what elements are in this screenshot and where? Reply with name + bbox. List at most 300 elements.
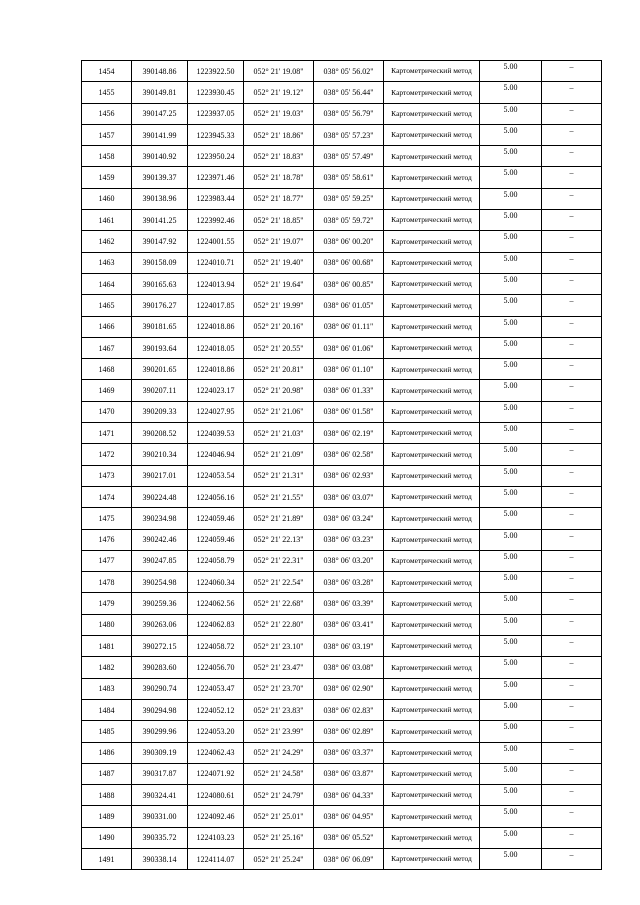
y-coordinate-cell: 1224080.61 [188,785,244,806]
x-coordinate-cell: 390147.92 [132,231,188,252]
method-cell: Картометрический метод [384,678,480,699]
table-row [82,82,602,103]
note-cell: – [542,273,602,294]
note-cell: – [542,231,602,252]
method-cell: Картометрический метод [384,210,480,231]
x-coordinate-cell: 390141.99 [132,124,188,145]
note-cell: – [542,721,602,742]
latitude-cell: 052° 21' 19.03" [244,103,314,124]
method-cell: Картометрический метод [384,785,480,806]
latitude-cell: 052° 21' 24.29" [244,742,314,763]
note-cell: – [542,785,602,806]
table-row [82,316,602,337]
longitude-cell: 038° 05' 57.49" [314,146,384,167]
point-number-cell: 1480 [82,614,132,635]
accuracy-cell: 5.00 [480,572,542,593]
point-number-cell: 1467 [82,337,132,358]
table-row [82,508,602,529]
note-cell: – [542,742,602,763]
y-coordinate-cell: 1224058.79 [188,550,244,571]
method-cell: Картометрический метод [384,699,480,720]
note-cell: – [542,636,602,657]
table-row [82,401,602,422]
method-cell: Картометрический метод [384,231,480,252]
latitude-cell: 052° 21' 23.83" [244,699,314,720]
y-coordinate-cell: 1224114.07 [188,848,244,869]
note-cell: – [542,550,602,571]
y-coordinate-cell: 1224103.23 [188,827,244,848]
y-coordinate-cell: 1224060.34 [188,572,244,593]
method-cell: Картометрический метод [384,124,480,145]
latitude-cell: 052° 21' 25.16" [244,827,314,848]
accuracy-cell: 5.00 [480,423,542,444]
method-cell: Картометрический метод [384,82,480,103]
point-number-cell: 1454 [82,61,132,82]
method-cell: Картометрический метод [384,103,480,124]
point-number-cell: 1475 [82,508,132,529]
accuracy-cell: 5.00 [480,103,542,124]
table-row [82,295,602,316]
table-row [82,742,602,763]
y-coordinate-cell: 1224062.83 [188,614,244,635]
x-coordinate-cell: 390224.48 [132,486,188,507]
point-number-cell: 1491 [82,848,132,869]
point-number-cell: 1462 [82,231,132,252]
point-number-cell: 1478 [82,572,132,593]
point-number-cell: 1461 [82,210,132,231]
y-coordinate-cell: 1224053.47 [188,678,244,699]
method-cell: Картометрический метод [384,763,480,784]
note-cell: – [542,146,602,167]
accuracy-cell: 5.00 [480,295,542,316]
y-coordinate-cell: 1223937.05 [188,103,244,124]
latitude-cell: 052° 21' 24.58" [244,763,314,784]
point-number-cell: 1482 [82,657,132,678]
latitude-cell: 052° 21' 22.13" [244,529,314,550]
method-cell: Картометрический метод [384,550,480,571]
latitude-cell: 052° 21' 20.98" [244,380,314,401]
method-cell: Картометрический метод [384,423,480,444]
y-coordinate-cell: 1224001.55 [188,231,244,252]
point-number-cell: 1476 [82,529,132,550]
note-cell: – [542,614,602,635]
table-row [82,146,602,167]
table-row [82,572,602,593]
note-cell: – [542,82,602,103]
x-coordinate-cell: 390259.36 [132,593,188,614]
note-cell: – [542,359,602,380]
longitude-cell: 038° 06' 03.20" [314,550,384,571]
y-coordinate-cell: 1224056.70 [188,657,244,678]
table-row [82,423,602,444]
method-cell: Картометрический метод [384,167,480,188]
point-number-cell: 1471 [82,423,132,444]
y-coordinate-cell: 1224039.53 [188,423,244,444]
latitude-cell: 052° 21' 19.99" [244,295,314,316]
longitude-cell: 038° 06' 01.10" [314,359,384,380]
method-cell: Картометрический метод [384,188,480,209]
longitude-cell: 038° 05' 56.79" [314,103,384,124]
method-cell: Картометрический метод [384,316,480,337]
longitude-cell: 038° 06' 02.90" [314,678,384,699]
latitude-cell: 052° 21' 24.79" [244,785,314,806]
method-cell: Картометрический метод [384,657,480,678]
longitude-cell: 038° 05' 58.61" [314,167,384,188]
longitude-cell: 038° 05' 59.25" [314,188,384,209]
accuracy-cell: 5.00 [480,848,542,869]
latitude-cell: 052° 21' 21.09" [244,444,314,465]
longitude-cell: 038° 06' 06.09" [314,848,384,869]
y-coordinate-cell: 1224010.71 [188,252,244,273]
accuracy-cell: 5.00 [480,763,542,784]
method-cell: Картометрический метод [384,380,480,401]
longitude-cell: 038° 06' 03.08" [314,657,384,678]
point-number-cell: 1458 [82,146,132,167]
x-coordinate-cell: 390272.15 [132,636,188,657]
note-cell: – [542,848,602,869]
note-cell: – [542,103,602,124]
method-cell: Картометрический метод [384,295,480,316]
accuracy-cell: 5.00 [480,529,542,550]
note-cell: – [542,806,602,827]
longitude-cell: 038° 06' 03.41" [314,614,384,635]
point-number-cell: 1469 [82,380,132,401]
table-row [82,465,602,486]
accuracy-cell: 5.00 [480,678,542,699]
longitude-cell: 038° 06' 00.68" [314,252,384,273]
longitude-cell: 038° 06' 00.20" [314,231,384,252]
table-row [82,486,602,507]
point-number-cell: 1463 [82,252,132,273]
table-row [82,61,602,82]
accuracy-cell: 5.00 [480,273,542,294]
latitude-cell: 052° 21' 19.40" [244,252,314,273]
x-coordinate-cell: 390207.11 [132,380,188,401]
longitude-cell: 038° 06' 03.19" [314,636,384,657]
point-number-cell: 1477 [82,550,132,571]
accuracy-cell: 5.00 [480,61,542,82]
table-row [82,614,602,635]
x-coordinate-cell: 390147.25 [132,103,188,124]
x-coordinate-cell: 390309.19 [132,742,188,763]
latitude-cell: 052° 21' 21.06" [244,401,314,422]
longitude-cell: 038° 06' 01.58" [314,401,384,422]
latitude-cell: 052° 21' 18.86" [244,124,314,145]
x-coordinate-cell: 390290.74 [132,678,188,699]
accuracy-cell: 5.00 [480,82,542,103]
method-cell: Картометрический метод [384,848,480,869]
x-coordinate-cell: 390331.00 [132,806,188,827]
x-coordinate-cell: 390193.64 [132,337,188,358]
point-number-cell: 1474 [82,486,132,507]
accuracy-cell: 5.00 [480,252,542,273]
x-coordinate-cell: 390201.65 [132,359,188,380]
method-cell: Картометрический метод [384,359,480,380]
longitude-cell: 038° 06' 02.19" [314,423,384,444]
note-cell: – [542,827,602,848]
point-number-cell: 1455 [82,82,132,103]
latitude-cell: 052° 21' 25.01" [244,806,314,827]
latitude-cell: 052° 21' 21.31" [244,465,314,486]
accuracy-cell: 5.00 [480,146,542,167]
point-number-cell: 1486 [82,742,132,763]
method-cell: Картометрический метод [384,273,480,294]
accuracy-cell: 5.00 [480,316,542,337]
table-row [82,657,602,678]
x-coordinate-cell: 390335.72 [132,827,188,848]
y-coordinate-cell: 1223922.50 [188,61,244,82]
latitude-cell: 052° 21' 21.03" [244,423,314,444]
table-row [82,210,602,231]
note-cell: – [542,678,602,699]
point-number-cell: 1490 [82,827,132,848]
note-cell: – [542,508,602,529]
point-number-cell: 1483 [82,678,132,699]
note-cell: – [542,124,602,145]
x-coordinate-cell: 390234.98 [132,508,188,529]
y-coordinate-cell: 1224053.54 [188,465,244,486]
x-coordinate-cell: 390254.98 [132,572,188,593]
note-cell: – [542,444,602,465]
note-cell: – [542,572,602,593]
longitude-cell: 038° 06' 03.23" [314,529,384,550]
latitude-cell: 052° 21' 19.12" [244,82,314,103]
accuracy-cell: 5.00 [480,401,542,422]
point-number-cell: 1465 [82,295,132,316]
accuracy-cell: 5.00 [480,380,542,401]
x-coordinate-cell: 390138.96 [132,188,188,209]
note-cell: – [542,316,602,337]
latitude-cell: 052° 21' 23.47" [244,657,314,678]
table-row [82,231,602,252]
point-number-cell: 1473 [82,465,132,486]
table-row [82,444,602,465]
note-cell: – [542,61,602,82]
method-cell: Картометрический метод [384,614,480,635]
latitude-cell: 052° 21' 23.99" [244,721,314,742]
longitude-cell: 038° 06' 00.85" [314,273,384,294]
y-coordinate-cell: 1224052.12 [188,699,244,720]
latitude-cell: 052° 21' 20.16" [244,316,314,337]
y-coordinate-cell: 1224023.17 [188,380,244,401]
x-coordinate-cell: 390139.37 [132,167,188,188]
latitude-cell: 052° 21' 22.54" [244,572,314,593]
x-coordinate-cell: 390242.46 [132,529,188,550]
note-cell: – [542,465,602,486]
table-row [82,188,602,209]
y-coordinate-cell: 1224018.86 [188,359,244,380]
method-cell: Картометрический метод [384,721,480,742]
point-number-cell: 1470 [82,401,132,422]
y-coordinate-cell: 1223971.46 [188,167,244,188]
x-coordinate-cell: 390247.85 [132,550,188,571]
point-number-cell: 1485 [82,721,132,742]
accuracy-cell: 5.00 [480,827,542,848]
y-coordinate-cell: 1223983.44 [188,188,244,209]
x-coordinate-cell: 390176.27 [132,295,188,316]
x-coordinate-cell: 390149.81 [132,82,188,103]
accuracy-cell: 5.00 [480,359,542,380]
longitude-cell: 038° 06' 01.11" [314,316,384,337]
accuracy-cell: 5.00 [480,614,542,635]
x-coordinate-cell: 390210.34 [132,444,188,465]
table-row [82,380,602,401]
latitude-cell: 052° 21' 20.81" [244,359,314,380]
longitude-cell: 038° 05' 57.23" [314,124,384,145]
longitude-cell: 038° 06' 02.93" [314,465,384,486]
table-row [82,167,602,188]
latitude-cell: 052° 21' 20.55" [244,337,314,358]
accuracy-cell: 5.00 [480,721,542,742]
longitude-cell: 038° 06' 02.83" [314,699,384,720]
table-row [82,636,602,657]
table-row [82,806,602,827]
x-coordinate-cell: 390263.06 [132,614,188,635]
latitude-cell: 052° 21' 21.89" [244,508,314,529]
longitude-cell: 038° 06' 01.05" [314,295,384,316]
accuracy-cell: 5.00 [480,167,542,188]
note-cell: – [542,486,602,507]
point-number-cell: 1481 [82,636,132,657]
x-coordinate-cell: 390141.25 [132,210,188,231]
accuracy-cell: 5.00 [480,636,542,657]
point-number-cell: 1472 [82,444,132,465]
latitude-cell: 052° 21' 23.10" [244,636,314,657]
longitude-cell: 038° 06' 04.33" [314,785,384,806]
note-cell: – [542,210,602,231]
table-row [82,529,602,550]
point-number-cell: 1459 [82,167,132,188]
longitude-cell: 038° 06' 03.28" [314,572,384,593]
note-cell: – [542,423,602,444]
y-coordinate-cell: 1224018.05 [188,337,244,358]
method-cell: Картометрический метод [384,508,480,529]
point-number-cell: 1456 [82,103,132,124]
y-coordinate-cell: 1224071.92 [188,763,244,784]
x-coordinate-cell: 390208.52 [132,423,188,444]
y-coordinate-cell: 1224046.94 [188,444,244,465]
table-row [82,103,602,124]
point-number-cell: 1464 [82,273,132,294]
table-row [82,252,602,273]
x-coordinate-cell: 390338.14 [132,848,188,869]
y-coordinate-cell: 1223950.24 [188,146,244,167]
point-number-cell: 1488 [82,785,132,806]
y-coordinate-cell: 1224027.95 [188,401,244,422]
latitude-cell: 052° 21' 19.08" [244,61,314,82]
y-coordinate-cell: 1224059.46 [188,508,244,529]
longitude-cell: 038° 05' 56.44" [314,82,384,103]
longitude-cell: 038° 06' 03.39" [314,593,384,614]
latitude-cell: 052° 21' 19.64" [244,273,314,294]
method-cell: Картометрический метод [384,146,480,167]
table-row [82,785,602,806]
table-row [82,827,602,848]
table-row [82,550,602,571]
method-cell: Картометрический метод [384,593,480,614]
note-cell: – [542,529,602,550]
y-coordinate-cell: 1223930.45 [188,82,244,103]
method-cell: Картометрический метод [384,806,480,827]
method-cell: Картометрический метод [384,61,480,82]
accuracy-cell: 5.00 [480,337,542,358]
longitude-cell: 038° 06' 04.95" [314,806,384,827]
accuracy-cell: 5.00 [480,806,542,827]
y-coordinate-cell: 1224018.86 [188,316,244,337]
longitude-cell: 038° 06' 05.52" [314,827,384,848]
note-cell: – [542,337,602,358]
longitude-cell: 038° 05' 59.72" [314,210,384,231]
method-cell: Картометрический метод [384,636,480,657]
method-cell: Картометрический метод [384,465,480,486]
point-number-cell: 1460 [82,188,132,209]
note-cell: – [542,763,602,784]
x-coordinate-cell: 390294.98 [132,699,188,720]
longitude-cell: 038° 06' 02.58" [314,444,384,465]
y-coordinate-cell: 1224056.16 [188,486,244,507]
latitude-cell: 052° 21' 21.55" [244,486,314,507]
method-cell: Картометрический метод [384,486,480,507]
note-cell: – [542,188,602,209]
method-cell: Картометрический метод [384,401,480,422]
latitude-cell: 052° 21' 22.31" [244,550,314,571]
longitude-cell: 038° 06' 03.07" [314,486,384,507]
note-cell: – [542,401,602,422]
x-coordinate-cell: 390299.96 [132,721,188,742]
y-coordinate-cell: 1224053.20 [188,721,244,742]
longitude-cell: 038° 06' 01.06" [314,337,384,358]
table-row [82,359,602,380]
point-number-cell: 1457 [82,124,132,145]
accuracy-cell: 5.00 [480,188,542,209]
table-row [82,721,602,742]
y-coordinate-cell: 1224017.85 [188,295,244,316]
accuracy-cell: 5.00 [480,231,542,252]
accuracy-cell: 5.00 [480,785,542,806]
accuracy-cell: 5.00 [480,508,542,529]
note-cell: – [542,167,602,188]
table-row [82,273,602,294]
x-coordinate-cell: 390165.63 [132,273,188,294]
method-cell: Картометрический метод [384,827,480,848]
longitude-cell: 038° 06' 01.33" [314,380,384,401]
x-coordinate-cell: 390148.86 [132,61,188,82]
y-coordinate-cell: 1223992.46 [188,210,244,231]
y-coordinate-cell: 1224062.43 [188,742,244,763]
method-cell: Картометрический метод [384,572,480,593]
latitude-cell: 052° 21' 18.78" [244,167,314,188]
accuracy-cell: 5.00 [480,210,542,231]
method-cell: Картометрический метод [384,742,480,763]
latitude-cell: 052° 21' 18.77" [244,188,314,209]
x-coordinate-cell: 390158.09 [132,252,188,273]
note-cell: – [542,657,602,678]
note-cell: – [542,593,602,614]
accuracy-cell: 5.00 [480,465,542,486]
longitude-cell: 038° 05' 56.02" [314,61,384,82]
longitude-cell: 038° 06' 03.87" [314,763,384,784]
method-cell: Картометрический метод [384,337,480,358]
coordinates-table [81,60,602,870]
method-cell: Картометрический метод [384,444,480,465]
method-cell: Картометрический метод [384,529,480,550]
table-row [82,848,602,869]
latitude-cell: 052° 21' 18.83" [244,146,314,167]
x-coordinate-cell: 390283.60 [132,657,188,678]
method-cell: Картометрический метод [384,252,480,273]
table-row [82,763,602,784]
note-cell: – [542,295,602,316]
